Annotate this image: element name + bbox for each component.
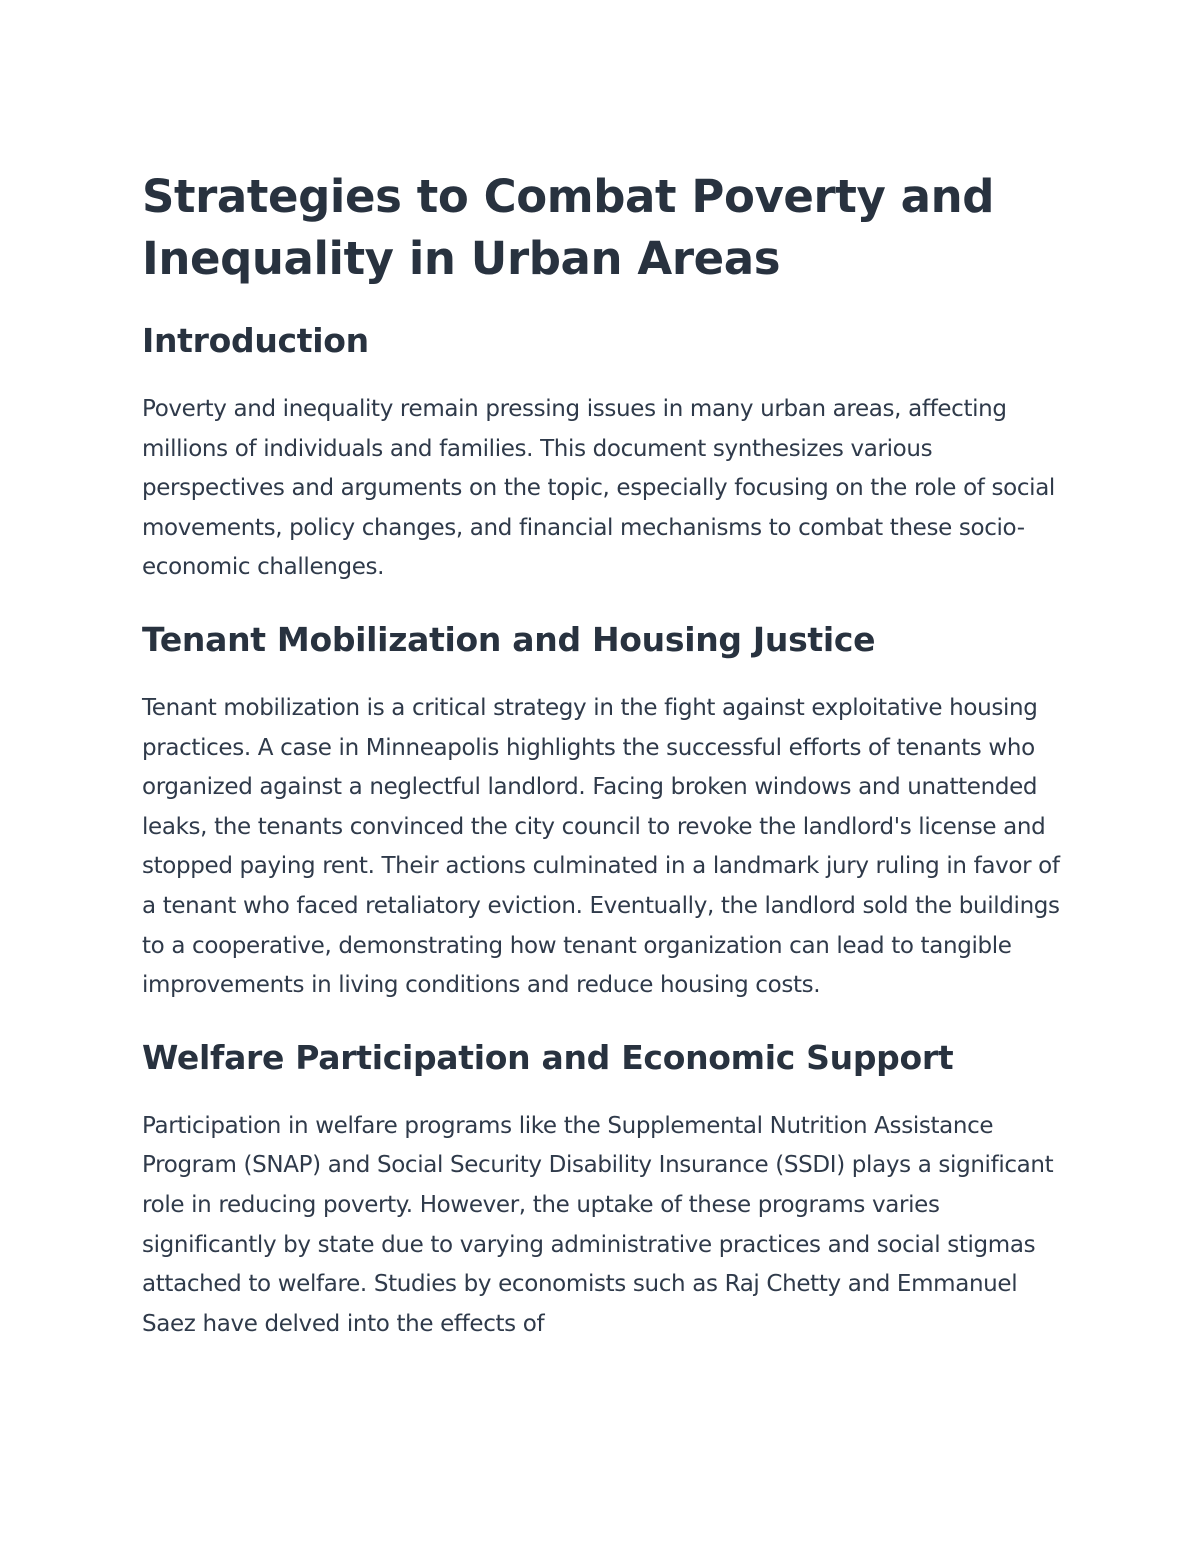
- section-heading-tenant-mobilization: Tenant Mobilization and Housing Justice: [142, 619, 876, 659]
- section-heading-introduction: Introduction: [142, 321, 369, 360]
- section-body-tenant-mobilization: Tenant mobilization is a critical strategy in the fight against exploitative housing practices. A case in Minneapolis highlights the successful efforts of tenants who organized against a neglectful landlord. Facing broken windows and unattended leaks, the tenants convinced the city council to revoke the landlord's license and stopped paying rent. Their actions culminated in a landmark jury ruling in favor of a tenant who faced retaliatory eviction. Eventually, the landlord sold the buildings to a cooperative, demonstrating how tenant organization can lead to tangible improvements in living conditions and reduce housing costs.: [142, 694, 1060, 999]
- section-body-welfare-participation: Participation in welfare programs like the Supplemental Nutrition Assistance Program (SNAP) and Social Security Disability Insurance (SSDI) plays a significant role in reducing poverty. However, the uptake of these programs varies significantly by state due to varying administrative practices and social stigmas attached to welfare. Studies by economists such as Raj Chetty and Emmanuel Saez have delved into the effects of: [142, 1112, 1054, 1337]
- document-page: [142, 166, 1062, 1344]
- section-body-introduction: Poverty and inequality remain pressing issues in many urban areas, affecting millions of individuals and families. This document synthesizes various perspectives and arguments on the topic, especially focusing on the role of social movements, policy changes, and financial mechanisms to combat these socio-economic challenges.: [142, 396, 1055, 581]
- document-title: Strategies to Combat Poverty and Inequality in Urban Areas: [142, 170, 995, 285]
- section-heading-welfare-participation: Welfare Participation and Economic Support: [142, 1037, 954, 1077]
